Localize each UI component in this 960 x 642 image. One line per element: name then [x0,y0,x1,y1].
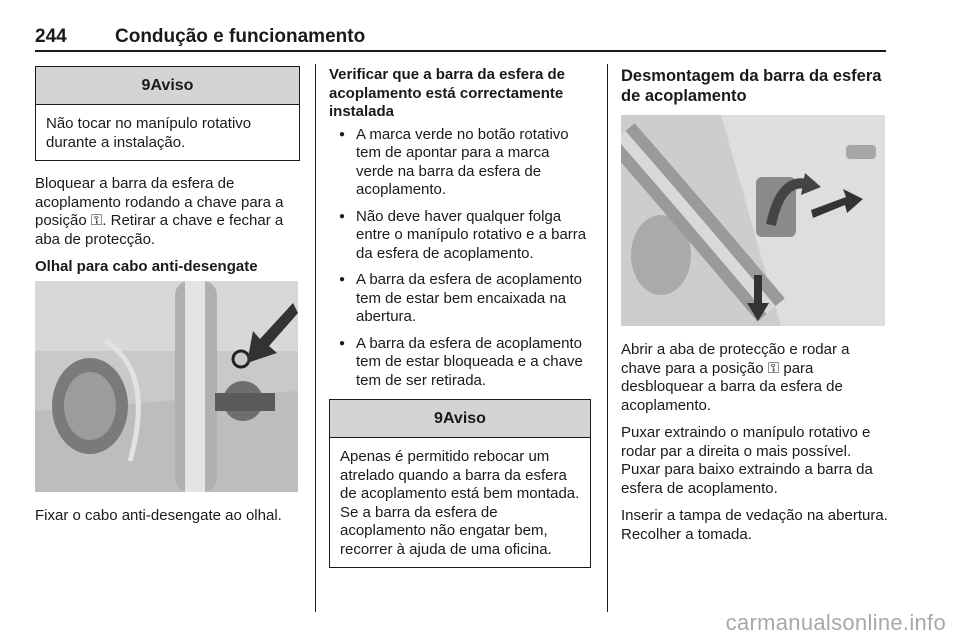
warning-header [36,67,299,105]
paragraph-unlock [621,341,889,415]
paragraph-text: . Retirar a chave e fechar a aba de protecção. [35,212,284,248]
column-3 [621,341,889,553]
paragraph-seal: Inserir a tampa de vedação na abertura. Recolher a tomada. [621,507,888,543]
lock-open-icon: ⚿ [767,359,780,377]
paragraph-text: para desbloquear a barra da esfera de acoplamento. [621,359,843,414]
warning-header [330,400,590,438]
paragraph-lock [35,175,300,249]
warning-text: Não tocar no manípulo rotativo durante a instalação. [46,115,252,151]
section-heading: Verificar que a barra da esfera de acoplamento está correctamente instalada [329,66,565,120]
header-rule [35,50,886,52]
list-item: ● A barra da esfera de acoplamento tem de estar bem encaixada na abertura. [329,271,591,327]
list-item: ● A marca verde no botão rotativo tem de apontar para a marca verde na barra da esfera de acoplamento. [329,126,591,200]
column-divider-2 [607,64,608,612]
list-item: ● Não deve haver qualquer folga entre o manípulo rotativo e a barra da esfera de acoplamento. [329,208,591,264]
column-3-heading [621,66,886,115]
warning-icon: 9 [434,410,443,427]
paragraph-pull: Puxar extraindo o manípulo rotativo e rodar par a direita o mais possível. Puxar para baixo extraindo a barra da esfera de acoplamento. [621,424,873,497]
warning-title: Aviso [150,77,194,94]
page-number: 244 [35,26,67,47]
checklist [329,126,591,391]
photo-removal [621,115,885,326]
section-heading: Olhal para cabo anti-desengate [35,258,258,275]
warning-text: Apenas é permitido rebocar um atrelado quando a barra da esfera de acoplamento está bem montada. Se a barra da esfera de acoplamento não engatar bem, recorrer à ajuda de uma oficina. [340,448,580,558]
page-title: Condução e funcionamento [115,26,366,47]
lock-closed-icon: ⚿ [90,212,103,229]
paragraph-text: Bloquear a barra da esfera de acoplamento rodando a chave para a posição [35,175,284,229]
warning-title: Aviso [442,410,486,427]
photo-safety-eyelet [35,281,298,492]
warning-icon: 9 [141,77,151,94]
page-header [35,26,886,52]
watermark: carmanualsonline.info [725,610,946,635]
column-divider-1 [315,64,316,612]
caption-block [35,507,310,535]
column-2 [329,66,591,568]
list-item: ● A barra da esfera de acoplamento tem de estar bloqueada e a chave tem de ser retirada. [329,335,591,391]
photo-caption: Fixar o cabo anti-desengate ao olhal. [35,507,282,524]
paragraph-text: Abrir a aba de protecção e rodar a chave para a posição [621,341,850,377]
warning-box [35,66,300,161]
warning-box [329,399,591,568]
column-1 [35,66,300,286]
section-heading: Desmontagem da barra da esfera de acoplamento [621,67,882,105]
